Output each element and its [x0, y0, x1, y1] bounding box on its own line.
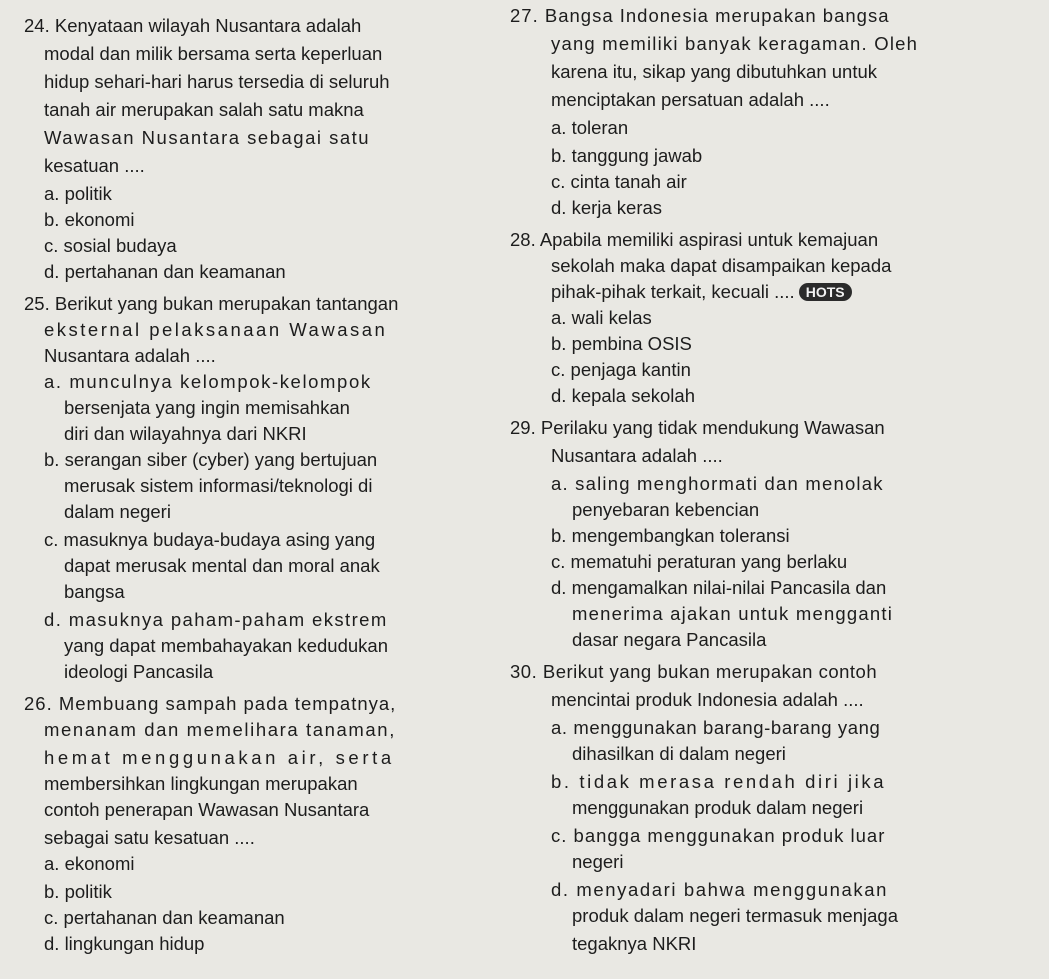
q25-option-a-3: diri dan wilayahnya dari NKRI: [64, 423, 307, 444]
q25-option-d-2: yang dapat membahayakan kedudukan: [64, 635, 388, 656]
q26-line-2: menanam dan memelihara tanaman,: [44, 719, 396, 740]
q24-option-a: a. politik: [44, 183, 112, 204]
q27-option-d: d. kerja keras: [551, 197, 663, 218]
q26-line-6: sebagai satu kesatuan ....: [44, 827, 255, 848]
q24-line-2: modal dan milik bersama serta keperluan: [44, 43, 383, 64]
q25-line-2: eksternal pelaksanaan Wawasan: [44, 319, 388, 340]
q29-line-2: Nusantara adalah ....: [551, 445, 723, 466]
q25-option-a-1: a. munculnya kelompok-kelompok: [44, 371, 372, 392]
q26-line-3: hemat menggunakan air, serta: [44, 747, 395, 768]
q27-line-2: yang memiliki banyak keragaman. Oleh: [551, 33, 919, 54]
q27-option-a: a. toleran: [551, 117, 629, 138]
q28-option-d: d. kepala sekolah: [551, 385, 695, 406]
q30-option-b-1: b. tidak merasa rendah diri jika: [551, 771, 887, 792]
q25-option-a-2: bersenjata yang ingin memisahkan: [64, 397, 350, 418]
q30-option-d-3: tegaknya NKRI: [572, 933, 697, 954]
q26-line-5: contoh penerapan Wawasan Nusantara: [44, 799, 370, 820]
q30-option-a-1: a. menggunakan barang-barang yang: [551, 717, 881, 738]
q25-option-b-2: merusak sistem informasi/teknologi di: [64, 475, 373, 496]
q27-line-1: 27. Bangsa Indonesia merupakan bangsa: [510, 5, 890, 26]
q30-option-a-2: dihasilkan di dalam negeri: [572, 743, 786, 764]
q25-option-b-3: dalam negeri: [64, 501, 171, 522]
q24-line-1: 24. Kenyataan wilayah Nusantara adalah: [24, 15, 362, 36]
q30-option-c-2: negeri: [572, 851, 624, 872]
q28-option-b: b. pembina OSIS: [551, 333, 692, 354]
q25-option-d-1: d. masuknya paham-paham ekstrem: [44, 609, 388, 630]
q24-option-b: b. ekonomi: [44, 209, 135, 230]
q25-option-c-3: bangsa: [64, 581, 125, 602]
q26-option-d: d. lingkungan hidup: [44, 933, 205, 954]
q25-line-1: 25. Berikut yang bukan merupakan tantangan: [24, 293, 399, 314]
q30-option-c-1: c. bangga menggunakan produk luar: [551, 825, 886, 846]
hots-badge: HOTS: [799, 283, 852, 301]
q24-line-5: Wawasan Nusantara sebagai satu: [44, 127, 371, 148]
q26-option-a: a. ekonomi: [44, 853, 135, 874]
q29-option-d-3: dasar negara Pancasila: [572, 629, 767, 650]
q24-option-d: d. pertahanan dan keamanan: [44, 261, 286, 282]
q26-option-b: b. politik: [44, 881, 112, 902]
q29-line-1: 29. Perilaku yang tidak mendukung Wawasan: [510, 417, 885, 438]
q25-option-c-1: c. masuknya budaya-budaya asing yang: [44, 529, 376, 550]
q24-line-3: hidup sehari-hari harus tersedia di seluruh: [44, 71, 390, 92]
q27-line-3: karena itu, sikap yang dibutuhkan untuk: [551, 61, 878, 82]
q29-option-d-2: menerima ajakan untuk mengganti: [572, 603, 894, 624]
q29-option-d-1: d. mengamalkan nilai-nilai Pancasila dan: [551, 577, 887, 598]
q28-option-a: a. wali kelas: [551, 307, 652, 328]
q26-option-c: c. pertahanan dan keamanan: [44, 907, 285, 928]
q25-option-b-1: b. serangan siber (cyber) yang bertujuan: [44, 449, 378, 470]
q30-option-d-2: produk dalam negeri termasuk menjaga: [572, 905, 898, 926]
q25-option-d-3: ideologi Pancasila: [64, 661, 214, 682]
q24-line-6: kesatuan ....: [44, 155, 145, 176]
q28-line-3: [551, 280, 852, 304]
q27-line-4: menciptakan persatuan adalah ....: [551, 89, 830, 110]
q25-option-c-2: dapat merusak mental dan moral anak: [64, 555, 380, 576]
q29-option-c: c. mematuhi peraturan yang berlaku: [551, 551, 848, 572]
q29-option-a-1: a. saling menghormati dan menolak: [551, 473, 884, 494]
q27-option-b: b. tanggung jawab: [551, 145, 703, 166]
q29-option-a-2: penyebaran kebencian: [572, 499, 760, 520]
q26-line-1: 26. Membuang sampah pada tempatnya,: [24, 693, 397, 714]
q28-line-3-text: pihak-pihak terkait, kecuali ....: [551, 281, 795, 302]
q27-option-c: c. cinta tanah air: [551, 171, 687, 192]
q30-line-2: mencintai produk Indonesia adalah ....: [551, 689, 864, 710]
q24-line-4: tanah air merupakan salah satu makna: [44, 99, 364, 120]
q30-line-1: 30. Berikut yang bukan merupakan contoh: [510, 661, 878, 682]
q28-option-c: c. penjaga kantin: [551, 359, 691, 380]
q28-line-2: sekolah maka dapat disampaikan kepada: [551, 255, 892, 276]
q30-option-b-2: menggunakan produk dalam negeri: [572, 797, 864, 818]
q28-line-1: 28. Apabila memiliki aspirasi untuk kemajuan: [510, 229, 879, 250]
q26-line-4: membersihkan lingkungan merupakan: [44, 773, 358, 794]
q25-line-3: Nusantara adalah ....: [44, 345, 216, 366]
q30-option-d-1: d. menyadari bahwa menggunakan: [551, 879, 888, 900]
q24-option-c: c. sosial budaya: [44, 235, 177, 256]
q29-option-b: b. mengembangkan toleransi: [551, 525, 790, 546]
